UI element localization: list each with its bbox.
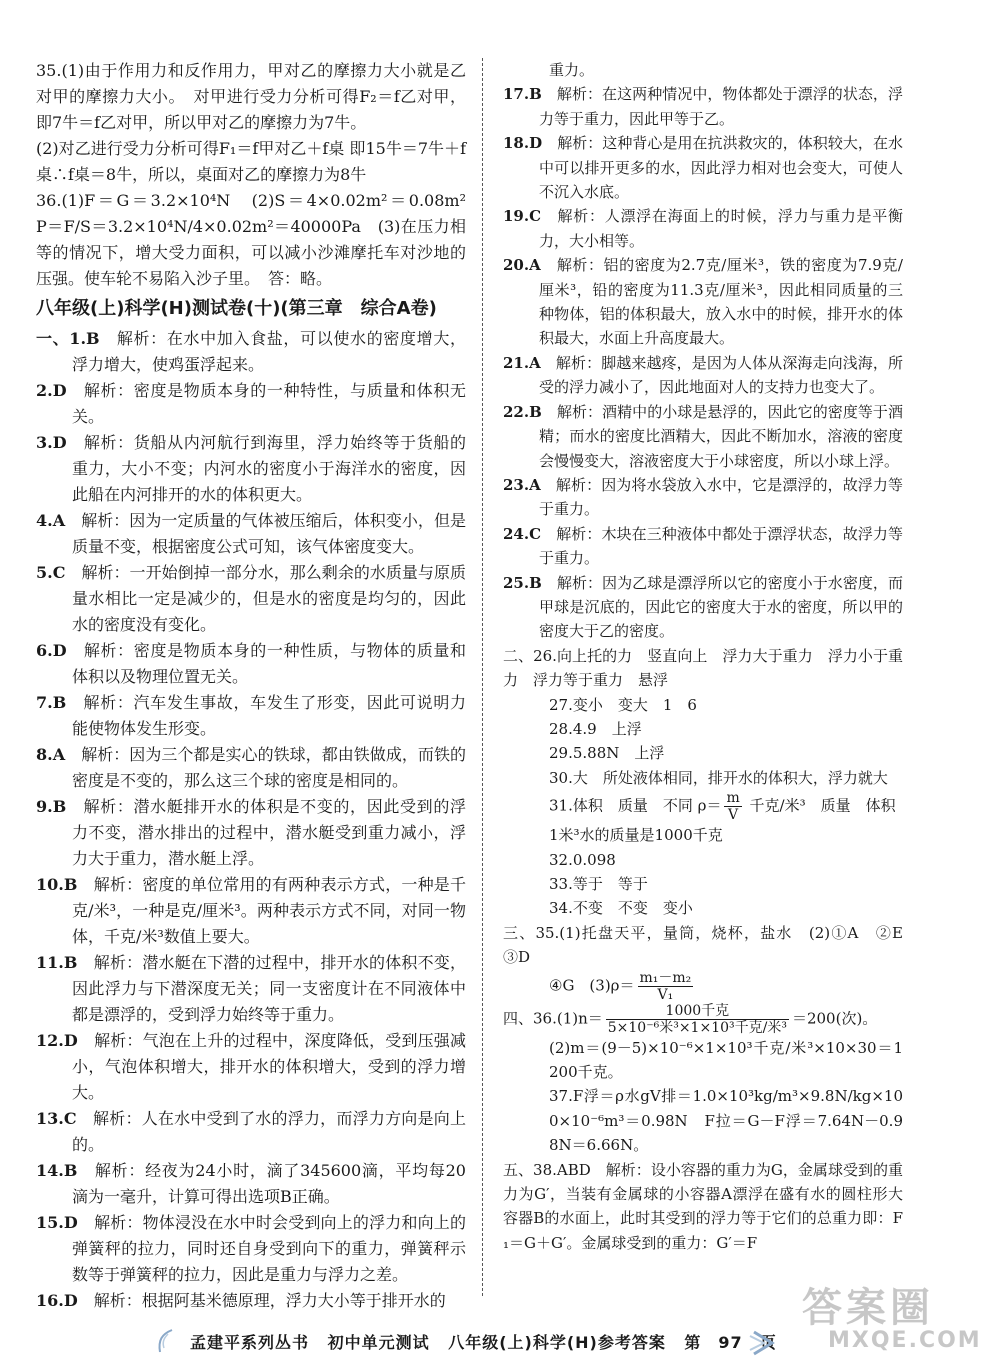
answer-item — [36, 430, 466, 508]
answer-number: 一、1.B — [36, 329, 100, 348]
answer-explanation: 解析：汽车发生事故，车发生了形变，因此可说明力能使物体发生形变。 — [72, 693, 466, 738]
answer-number: 25.B — [503, 573, 542, 592]
answer-explanation: 解析：根据阿基米德原理，浮力大小等于排开水的 — [93, 1291, 446, 1310]
answer-number: 23.A — [503, 475, 541, 494]
answer-explanation: 解析：酒精中的小球是悬浮的，因此它的密度等于酒精；而水的密度比酒精大，因此不断加水，溶液的密度会慢慢变大，溶液密度大于小球密度，所以小球上浮。 — [539, 402, 903, 470]
answer-31-line2: 1米³水的质量是1000千克 — [549, 826, 723, 845]
answer-explanation: 解析：铝的密度为2.7克/厘米³，铁的密度为7.9克/厘米³，铅的密度为11.3克/厘米³，因此相同质量的三种物体，铝的体积最大，放入水中的时候，排开水的体积最大，水面上升高度最大。 — [539, 256, 903, 348]
answer-explanation: 解析：货船从内河航行到海里，浮力始终等于货船的重力，大小不变；内河水的密度小于海洋水的密度，因此船在内河排开的水的体积更大。 — [72, 433, 466, 504]
answer-explanation: 解析：脚越来越疼，是因为人体从深海走向浅海，所受的浮力减小了，因此地面对人的支持力也变大了。 — [539, 353, 903, 397]
answer-item — [503, 82, 903, 131]
answer-item — [36, 794, 466, 872]
answer-35-formula-text: ④G (3)ρ＝ — [549, 976, 635, 995]
answer-35-part2: (2)对乙进行受力分析可得F₁＝f甲对乙＋f桌 即15牛＝7牛＋f桌∴f桌＝8牛，所以，桌面对乙的摩擦力为8牛 — [36, 139, 466, 184]
answer-number: 14.B — [36, 1161, 78, 1180]
answer-explanation: 解析：人漂浮在海面上的时候，浮力与重力是平衡力，大小相等。 — [539, 207, 903, 250]
answer-number: 4.A — [36, 511, 66, 530]
answer-item — [36, 1028, 466, 1106]
answer-33: 33.等于 等于 — [549, 875, 648, 893]
answer-explanation: 解析：因为三个都是实心的铁球，都由铁做成，而铁的密度是不变的，那么这三个球的密度是相同的。 — [72, 745, 466, 790]
answer-number: 9.B — [36, 797, 67, 816]
answer-explanation: 解析：密度是物质本身的一种特性，与质量和体积无关。 — [72, 381, 466, 426]
answer-29: 29.5.88N 上浮 — [549, 744, 665, 763]
answer-explanation: 解析：潜水艇排开水的体积是不变的，因此受到的浮力不变，潜水排出的过程中，潜水艇受到重力减小，浮力大于重力，潜水艇上浮。 — [72, 797, 466, 868]
answer-number: 5.C — [36, 563, 66, 582]
answer-31-units: 千克/米³ 质量 体积 — [749, 796, 896, 815]
answer-explanation: 解析：因为一定质量的气体被压缩后，体积变小，但是质量不变，根据密度公式可知，该气体密度变大。 — [72, 511, 466, 556]
answer-item — [503, 473, 903, 522]
answer-35-right: 三、35.(1)托盘天平，量筒，烧杯，盐水 (2)①A ②E ③D — [503, 923, 919, 967]
answer-number: 22.B — [503, 402, 542, 421]
formula-36-numerator: 1000千克 — [606, 1003, 789, 1020]
answer-item — [36, 378, 466, 430]
formula-36-denominator: 5×10⁻⁶米³×1×10³千克/米³ — [607, 1019, 787, 1036]
answer-explanation: 解析：这种背心是用在抗洪救灾的，体积较大，在水中可以排开更多的水，因此浮力相对也会变大，可使人不沉入水底。 — [539, 134, 903, 202]
answer-35-formula — [503, 970, 903, 1003]
watermark-logo — [798, 1276, 988, 1364]
answer-item — [503, 204, 903, 253]
answer-number: 15.D — [36, 1213, 78, 1232]
answer-27: 27.变小 变大 1 6 — [549, 695, 697, 714]
answer-number: 10.B — [36, 875, 78, 894]
answer-item — [503, 571, 903, 644]
formula-36-fraction — [606, 1003, 789, 1036]
answer-explanation: 解析：经夜为24小时，滴了345600滴，平均每20滴为一毫升，计算可得出选项B正确。 — [72, 1161, 466, 1206]
answer-explanation: 解析：在这两种情况中，物体都处于漂浮的状态，浮力等于重力，因此甲等于乙。 — [539, 85, 903, 128]
answer-number: 16.D — [36, 1291, 78, 1310]
answer-item — [36, 638, 466, 690]
answer-37: 37.F浮＝ρ水gV排＝1.0×10³kg/m³×9.8N/kg×100×10⁻⁶m³＝0.98N F拉＝G－F浮＝7.64N－0.98N＝6.66N。 — [549, 1087, 903, 1155]
answer-item — [503, 253, 903, 351]
footer-series: 孟建平系列丛书 — [190, 1333, 310, 1352]
answer-28: 28.4.9 上浮 — [549, 719, 642, 738]
answer-number: 3.D — [36, 433, 67, 452]
left-answer-list — [36, 326, 466, 1314]
answer-number: 7.B — [36, 693, 67, 712]
answer-number: 11.B — [36, 953, 78, 972]
column-divider — [482, 58, 483, 1296]
answer-item — [36, 742, 466, 794]
answer-number: 13.C — [36, 1109, 77, 1128]
answer-38: 五、38.ABD 解析：设小容器的重力为G，金属球受到的重力为G′，当装有金属球的小容器A漂浮在盛有水的圆柱形大容器B的水面上，此时其受到的浮力等于它们的总重力即：F₁＝G＋G′。金属球受到的重力：G′＝F — [503, 1160, 903, 1252]
answer-number: 19.C — [503, 207, 542, 226]
answer-item — [36, 950, 466, 1028]
footer-book: 初中单元测试 — [327, 1333, 430, 1352]
section-title: 八年级(上)科学(H)测试卷(十)(第三章 综合A卷) — [36, 298, 437, 319]
answer-number: 17.B — [503, 85, 542, 104]
answer-34: 34.不变 不变 变小 — [549, 899, 693, 918]
answer-number: 8.A — [36, 745, 66, 764]
answer-explanation: 解析：密度的单位常用的有两种表示方式，一种是千克/米³，一种是克/厘米³。两种表示方式不同，对同一物体，千克/米³数值上要大。 — [72, 875, 466, 946]
answer-item — [36, 326, 466, 378]
answer-35: 35.(1)由于作用力和反作用力，甲对乙的摩擦力大小就是乙对甲的摩擦力大小。 对甲进行受力分析可得F₂＝f乙对甲，即7牛＝f乙对甲，所以甲对乙的摩擦力为7牛。 — [36, 61, 466, 132]
left-ornament-icon — [150, 1326, 180, 1356]
formula-35-fraction — [638, 970, 694, 1003]
answer-16-continued: 重力。 — [549, 61, 595, 79]
density-fraction — [724, 790, 741, 823]
answer-31 — [503, 790, 903, 823]
answer-number: 12.D — [36, 1031, 78, 1050]
answer-item — [36, 1158, 466, 1210]
answer-36-result: ＝200(次)。 — [791, 1009, 878, 1028]
answer-explanation: 解析：密度是物质本身的一种性质，与物体的质量和体积以及物理位置无关。 — [72, 641, 466, 686]
answer-number: 6.D — [36, 641, 67, 660]
answer-item — [36, 1210, 466, 1288]
answer-explanation: 解析：因为乙球是漂浮所以它的密度小于水密度，而甲球是沉底的，因此它的密度大于水的密度，所以甲的密度大于乙的密度。 — [539, 573, 903, 641]
right-ornament-icon — [748, 1328, 778, 1358]
formula-35-numerator: m₁－m₂ — [639, 969, 692, 986]
right-column — [503, 58, 919, 1255]
footer-subject: 八年级(上)科学(H)参考答案 — [448, 1333, 666, 1352]
formula-35-denominator: V₁ — [657, 986, 674, 1003]
answer-item — [503, 351, 903, 400]
answer-explanation: 解析：因为将水袋放入水中，它是漂浮的，故浮力等于重力。 — [539, 475, 903, 519]
answer-36: 36.(1)F＝G＝3.2×10⁴N (2)S＝4×0.02m²＝0.08m² P＝F/S＝3.2×10⁴N/4×0.02m²＝40000Pa (3)在压力相等的情况下，增大受力面积，可以减小沙滩摩托车对沙地的压强。使车轮不易陷入沙子里。 答：略。 — [36, 191, 483, 288]
answer-number: 24.C — [503, 524, 542, 543]
answer-item — [36, 1106, 466, 1158]
answer-item — [503, 131, 903, 204]
density-denominator: V — [728, 807, 739, 824]
answer-item — [36, 872, 466, 950]
answer-number: 18.D — [503, 134, 543, 153]
answer-36-part2: (2)m＝(9－5)×10⁻⁶×1×10³千克/米³×10×30＝1200千克。 — [549, 1038, 903, 1082]
footer-page-number: 第 97 页 — [684, 1333, 777, 1352]
answer-item — [36, 1288, 466, 1314]
answer-36-text: 四、36.(1)n＝ — [503, 1009, 603, 1028]
answer-number: 2.D — [36, 381, 67, 400]
answer-item — [36, 690, 466, 742]
answer-explanation: 解析：潜水艇在下潜的过程中，排开水的体积不变，因此浮力与下潜深度无关；同一支密度计在不同液体中都是漂浮的，受到浮力始终等于重力。 — [72, 953, 466, 1024]
watermark-url: MXQE.COM — [828, 1328, 982, 1353]
answer-26: 二、26.向上托的力 竖直向上 浮力大于重力 浮力小于重力 浮力等于重力 悬浮 — [503, 646, 903, 690]
density-symbol: ρ＝ — [697, 796, 722, 815]
answer-item — [503, 400, 903, 473]
answer-explanation: 解析：气泡在上升的过程中，深度降低，受到压强减小，气泡体积增大，排开水的体积增大，受到的浮力增大。 — [72, 1031, 466, 1102]
answer-item — [36, 508, 466, 560]
answer-item — [503, 522, 903, 571]
left-column — [36, 58, 483, 1314]
answer-explanation: 解析：木块在三种液体中都处于漂浮状态，故浮力等于重力。 — [539, 524, 903, 568]
right-answer-list — [503, 82, 903, 643]
answer-30: 30.大 所处液体相同，排开水的体积大，浮力就大 — [549, 768, 888, 787]
footer-text — [190, 1330, 789, 1353]
density-numerator: m — [726, 790, 740, 807]
answer-32: 32.0.098 — [549, 850, 616, 869]
answer-number: 21.A — [503, 353, 541, 372]
answer-item — [36, 560, 466, 638]
answer-36-right — [503, 1003, 903, 1036]
answer-31-text: 31.体积 质量 不同 — [549, 796, 693, 815]
answer-explanation: 解析：在水中加入食盐，可以使水的密度增大，浮力增大，使鸡蛋浮起来。 — [72, 329, 466, 374]
answer-explanation: 解析：一开始倒掉一部分水，那么剩余的水质量与原质量水相比一定是减少的，但是水的密度是均匀的，因此水的密度没有变化。 — [72, 563, 466, 634]
answer-number: 20.A — [503, 256, 541, 275]
answer-explanation: 解析：物体浸没在水中时会受到向上的浮力和向上的弹簧秤的拉力，同时还自身受到向下的重力，弹簧秤示数等于弹簧秤的拉力，因此是重力与浮力之差。 — [72, 1213, 466, 1284]
answer-explanation: 解析：人在水中受到了水的浮力，而浮力方向是向上的。 — [72, 1109, 466, 1154]
watermark-main: 答案圈 — [802, 1285, 934, 1331]
